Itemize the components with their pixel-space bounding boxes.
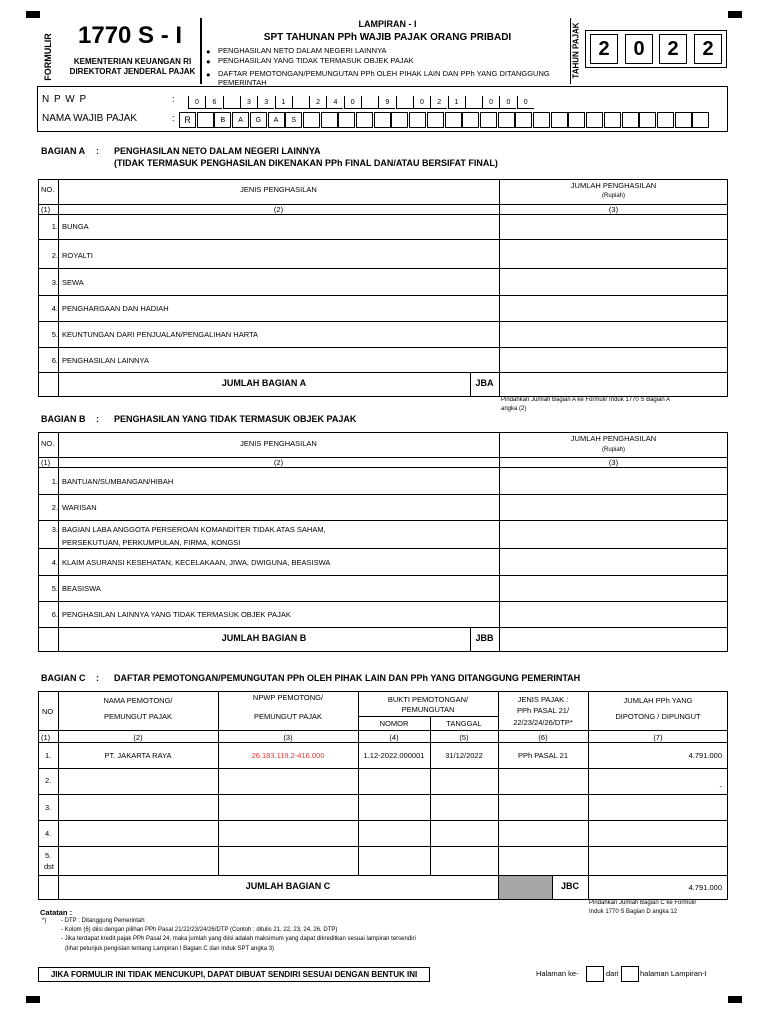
- nama-char-cell[interactable]: [586, 112, 603, 128]
- nama-char-cell[interactable]: [639, 112, 656, 128]
- row-label: BAGIAN LABA ANGGOTA PERSEROAN KOMANDITER TIDAK ATAS SAHAM,: [62, 525, 326, 534]
- header-bullet: [206, 69, 576, 87]
- table-row-line: [38, 268, 728, 269]
- header-bullet: [206, 56, 576, 69]
- table-row-line: [38, 794, 728, 795]
- bagian-a-subtitle: (TIDAK TERMASUK PENGHASILAN DIKENAKAN PPh FINAL DAN/ATAU BERSIFAT FINAL): [114, 158, 498, 168]
- col-index: (2): [273, 205, 284, 214]
- registration-mark-top-right: [728, 11, 742, 18]
- halaman-lampiran-label: halaman Lampiran-I: [640, 969, 707, 978]
- nama-char-cell[interactable]: [409, 112, 426, 128]
- table-col-line: [588, 691, 589, 900]
- row-number: 5.: [51, 330, 58, 339]
- total-label: JUMLAH BAGIAN A: [221, 378, 307, 388]
- nama-char-cell[interactable]: [303, 112, 320, 128]
- col-header-jenis: 22/23/24/26/DTP*: [513, 718, 573, 727]
- row-number: 3.: [45, 803, 52, 812]
- row-label: KLAIM ASURANSI KESEHATAN, KECELAKAAN, JIWA, DWIGUNA, BEASISWA: [62, 558, 331, 567]
- lampiran-label: LAMPIRAN - I: [358, 19, 417, 29]
- ministry-name: KEMENTERIAN KEUANGAN RI: [73, 57, 192, 66]
- catatan-line: - Kolom (6) diisi dengan pilihan PPh Pasal 21/22/23/24/26/DTP (Contoh : ditulis 21, 22, 23, 24, 26, DTP): [61, 927, 338, 933]
- npwp-digit-cell[interactable]: [396, 96, 413, 109]
- col-header-jenis: JENIS PENGHASILAN: [240, 185, 317, 194]
- row-number: 2.: [51, 503, 58, 512]
- col-index: (3): [608, 205, 619, 214]
- bagian-c-title: DAFTAR PEMOTONGAN/PEMUNGUTAN PPh OLEH PIHAK LAIN DAN PPh YANG DITANGGUNG PEMERINTAH: [114, 673, 581, 683]
- npwp-digit-cell[interactable]: 4: [326, 96, 343, 109]
- row-number: 1.: [45, 751, 52, 760]
- col-index: (4): [389, 733, 399, 742]
- row-label-continued: PERSEKUTUAN, PERKUMPULAN, FIRMA, KONGSI: [62, 538, 241, 547]
- bagian-a-heading: BAGIAN A: [41, 146, 86, 156]
- col-header-jumlah: JUMLAH PENGHASILAN: [570, 181, 657, 190]
- table-row-line: [38, 520, 728, 521]
- npwp-digit-cell[interactable]: 2: [430, 96, 447, 109]
- table-row-line: [38, 347, 728, 348]
- row-label: BUNGA: [62, 222, 89, 231]
- col-index: (7): [653, 733, 663, 742]
- col-header-jumlah: JUMLAH PENGHASILAN: [570, 434, 657, 443]
- row-label: ROYALTI: [62, 251, 93, 260]
- halaman-label: Halaman ke-: [536, 969, 579, 978]
- nama-char-cell[interactable]: [657, 112, 674, 128]
- table-row-line: [38, 548, 728, 549]
- row-number: 2.: [51, 251, 58, 260]
- npwp-digit-cell[interactable]: 1: [275, 96, 292, 109]
- registration-mark-top-left: [26, 11, 40, 18]
- tahun-pajak-label: TAHUN PAJAK: [571, 22, 581, 79]
- nama-char-cell[interactable]: [604, 112, 621, 128]
- npwp-digit-cell[interactable]: 0: [499, 96, 516, 109]
- row-label: PENGHASILAN LAINNYA YANG TIDAK TERMASUK OBJEK PAJAK: [62, 610, 291, 619]
- table-row-line: [38, 768, 728, 769]
- catatan-line: - Jika terdapat kredit pajak PPh Pasal 24, maka jumlah yang diisi adalah maksimum yang dapat dikreditkan sesuai lampiran tersendiri: [61, 936, 416, 942]
- row-number-suffix: dst: [44, 862, 55, 871]
- col-header-rupiah: (Rupiah): [601, 193, 625, 199]
- col-header-npwp: NPWP PEMOTONG/: [252, 693, 324, 702]
- nama-char-cell[interactable]: [551, 112, 568, 128]
- table-row-line: [38, 467, 728, 468]
- nama-char-cell[interactable]: [197, 112, 214, 128]
- pemotong-name: PT. JAKARTA RAYA: [104, 751, 172, 760]
- col-header-tanggal: TANGGAL: [446, 719, 482, 728]
- bullet-dot-icon: ●: [206, 47, 211, 56]
- npwp-label: N P W P: [42, 94, 88, 105]
- row-number: 2.: [45, 776, 52, 785]
- nama-char-cell[interactable]: [498, 112, 515, 128]
- catatan-line: (lihat petunjuk pengisian tentang Lampiran I Bagian C dan Induk SPT angka 3): [65, 946, 275, 952]
- nama-char-cell[interactable]: [445, 112, 462, 128]
- registration-mark-bottom-left: [26, 996, 40, 1003]
- bagian-c-note: Induk 1770 S Bagian D angka 12: [589, 909, 678, 915]
- directorate-name: DIREKTORAT JENDERAL PAJAK: [69, 67, 196, 76]
- row-label: PENGHARGAAN DAN HADIAH: [62, 304, 169, 313]
- total-code: JBC: [560, 881, 579, 891]
- nama-char-cell[interactable]: [374, 112, 391, 128]
- table-col-line: [58, 691, 59, 900]
- col-header-jenis: JENIS PAJAK :: [517, 695, 569, 704]
- npwp-digit-cell[interactable]: [223, 96, 240, 109]
- npwp-digit-cell[interactable]: 2: [309, 96, 326, 109]
- header-divider: [200, 18, 202, 84]
- col-header-npwp: PEMUNGUT PAJAK: [253, 712, 323, 721]
- nama-char-cell[interactable]: S: [285, 112, 302, 128]
- npwp-digit-cell[interactable]: 0: [482, 96, 499, 109]
- header-bullet-text: DAFTAR PEMOTONGAN/PEMUNGUTAN PPh OLEH PIHAK LAIN DAN PPh YANG DITANGGUNG PEMERINTAH: [218, 69, 550, 87]
- row-number: 4.: [51, 558, 58, 567]
- col-index: (2): [273, 458, 284, 467]
- bagian-b-heading: BAGIAN B: [41, 414, 86, 424]
- nama-char-cell[interactable]: B: [214, 112, 231, 128]
- row-number: 1.: [51, 477, 58, 486]
- npwp-digit-cell[interactable]: 6: [205, 96, 222, 109]
- shaded-cell: [499, 876, 552, 899]
- npwp-digit-cell[interactable]: 3: [257, 96, 274, 109]
- nama-char-cell[interactable]: A: [268, 112, 285, 128]
- row-label: PENGHASILAN LAINNYA: [62, 356, 149, 365]
- header-bullet: [206, 46, 576, 56]
- col-header-no: NO.: [41, 185, 55, 194]
- bukti-nomor: 1.12-2022.000001: [363, 751, 425, 760]
- total-halaman-input[interactable]: [621, 966, 639, 982]
- table-row-line: [38, 875, 728, 876]
- table-row-line: [38, 321, 728, 322]
- col-header-bukti: BUKTI PEMOTONGAN/: [387, 695, 469, 704]
- year-digit[interactable]: 0: [625, 34, 653, 64]
- row-number: 6.: [51, 356, 58, 365]
- table-row-line: [38, 627, 728, 628]
- table-row-line: [38, 742, 728, 743]
- catatan-title: Catatan :: [40, 908, 73, 917]
- total-value: 4.791.000: [688, 883, 722, 892]
- total-label: JUMLAH BAGIAN C: [245, 881, 331, 891]
- nama-char-cell[interactable]: [692, 112, 709, 128]
- header-bullet-list: [206, 46, 576, 87]
- npwp-digit-cell[interactable]: 0: [517, 96, 534, 109]
- table-row-line: [38, 601, 728, 602]
- bagian-a-note: Pindahkan Jumlah Bagian A ke Formulir Induk 1770 S Bagian A: [501, 397, 671, 403]
- registration-mark-bottom-right: [728, 996, 742, 1003]
- table-row-line: [38, 820, 728, 821]
- col-header-no: NO: [42, 707, 54, 716]
- nama-char-cell[interactable]: [480, 112, 497, 128]
- col-header-bukti: PEMUNGUTAN: [401, 705, 455, 714]
- col-index: (1): [41, 733, 51, 742]
- nama-char-cell[interactable]: [568, 112, 585, 128]
- row-number: 6.: [51, 610, 58, 619]
- row-label: WARISAN: [62, 503, 97, 512]
- col-header-nama: NAMA PEMOTONG/: [103, 696, 173, 705]
- total-code: JBA: [475, 378, 494, 388]
- form-title: SPT TAHUNAN PPh WAJIB PAJAK ORANG PRIBADI: [263, 32, 512, 43]
- row-number: 5.: [45, 851, 52, 860]
- nama-char-cell[interactable]: [515, 112, 532, 128]
- col-index: (2): [133, 733, 143, 742]
- bagian-a-title: PENGHASILAN NETO DALAM NEGERI LAINNYA: [114, 146, 321, 156]
- nama-char-cell[interactable]: G: [250, 112, 267, 128]
- bagian-c-colon: :: [96, 673, 99, 683]
- year-digit[interactable]: 2: [694, 34, 722, 64]
- col-index: (5): [459, 733, 469, 742]
- npwp-digit-cell[interactable]: 0: [188, 96, 205, 109]
- row-label: KEUNTUNGAN DARI PENJUALAN/PENGALIHAN HARTA: [62, 330, 259, 339]
- row-label: BANTUAN/SUMBANGAN/HIBAH: [62, 477, 174, 486]
- table-row-line: [38, 214, 728, 215]
- jumlah-pph: 4.791.000: [688, 751, 722, 760]
- bullet-dot-icon: ●: [206, 70, 211, 79]
- npwp-digit-cell[interactable]: 1: [448, 96, 465, 109]
- nama-char-cell[interactable]: [622, 112, 639, 128]
- col-index: (3): [283, 733, 293, 742]
- bagian-a-note: angka (2): [501, 406, 527, 412]
- catatan-line: - DTP : Ditanggung Pemerintah: [61, 918, 145, 924]
- nama-char-cell[interactable]: [391, 112, 408, 128]
- nama-char-cell[interactable]: R: [179, 112, 196, 128]
- bagian-b-title: PENGHASILAN YANG TIDAK TERMASUK OBJEK PAJAK: [114, 414, 357, 424]
- nama-char-cell[interactable]: [338, 112, 355, 128]
- npwp-colon: :: [172, 94, 175, 104]
- form-code: 1770 S - I: [78, 22, 183, 49]
- bagian-c-note: Pindahkan Jumlah Bagian C ke Formulir: [589, 900, 697, 906]
- total-label: JUMLAH BAGIAN B: [221, 633, 307, 643]
- col-header-nama: PEMUNGUT PAJAK: [103, 712, 173, 721]
- row-number: 3.: [51, 278, 58, 287]
- year-digit[interactable]: 2: [659, 34, 687, 64]
- formulir-label: FORMULIR: [43, 33, 53, 81]
- bukti-tanggal: 31/12/2022: [445, 751, 483, 760]
- table-row-line: [38, 239, 728, 240]
- bullet-dot-icon: ●: [206, 57, 211, 66]
- npwp-digit-cell[interactable]: [292, 96, 309, 109]
- nama-char-cell[interactable]: A: [232, 112, 249, 128]
- jumlah-pph: -: [719, 782, 722, 791]
- form-notice-text: JIKA FORMULIR INI TIDAK MENCUKUPI, DAPAT DIBUAT SENDIRI SESUAI DENGAN BENTUK INI: [50, 970, 418, 979]
- col-index: (1): [41, 458, 51, 467]
- row-label: BEASISWA: [62, 584, 101, 593]
- nama-char-cell[interactable]: [427, 112, 444, 128]
- col-header-jenis: PPh PASAL 21/: [516, 706, 570, 715]
- nama-char-cell[interactable]: [533, 112, 550, 128]
- form-notice: [38, 967, 430, 982]
- table-row-line: [38, 846, 728, 847]
- total-code: JBB: [475, 633, 494, 643]
- table-row-line: [38, 730, 728, 731]
- row-number: 4.: [51, 304, 58, 313]
- nama-char-cell[interactable]: [356, 112, 373, 128]
- bagian-b-colon: :: [96, 414, 99, 424]
- row-number: 4.: [45, 829, 52, 838]
- npwp-digit-cell[interactable]: 0: [413, 96, 430, 109]
- nama-char-cell[interactable]: [462, 112, 479, 128]
- header-bullet-text: PENGHASILAN NETO DALAM NEGERI LAINNYA: [218, 46, 387, 55]
- bagian-a-colon: :: [96, 146, 99, 156]
- col-index: (1): [41, 205, 51, 214]
- halaman-number-input[interactable]: [586, 966, 604, 982]
- row-number: 5.: [51, 584, 58, 593]
- npwp-digit-cell[interactable]: 3: [240, 96, 257, 109]
- nama-wajib-pajak-label: NAMA WAJIB PAJAK: [42, 113, 138, 124]
- nama-char-cell[interactable]: [675, 112, 692, 128]
- table-row-line: [38, 575, 728, 576]
- npwp-digit-cell[interactable]: [361, 96, 378, 109]
- npwp-digit-cell[interactable]: 9: [378, 96, 395, 109]
- nama-char-cell[interactable]: [321, 112, 338, 128]
- row-number: 1.: [51, 222, 58, 231]
- npwp-digit-cell[interactable]: [465, 96, 482, 109]
- table-row-line: [38, 494, 728, 495]
- col-index: (3): [608, 458, 619, 467]
- col-header-no: NO.: [41, 439, 55, 448]
- table-row-line: [38, 295, 728, 296]
- dari-label: dari: [606, 969, 619, 978]
- bagian-c-heading: BAGIAN C: [41, 673, 86, 683]
- pemotong-npwp: 26.183.119.2-416.000: [251, 751, 325, 760]
- header-bullet-text: PENGHASILAN YANG TIDAK TERMASUK OBJEK PAJAK: [218, 56, 414, 65]
- col-header-nomor: NOMOR: [379, 719, 409, 728]
- col-header-jumlah: JUMLAH PPh YANG: [623, 696, 693, 705]
- col-header-jenis: JENIS PENGHASILAN: [240, 439, 317, 448]
- table-row-line: [358, 716, 498, 717]
- nama-colon: :: [172, 113, 175, 123]
- col-index: (6): [538, 733, 548, 742]
- table-row-line: [38, 372, 728, 373]
- col-header-jumlah: DIPOTONG / DIPUNGUT: [615, 712, 701, 721]
- jenis-pajak: PPh PASAL 21: [517, 751, 569, 760]
- row-number: 3.: [51, 525, 58, 534]
- npwp-digit-cell[interactable]: 0: [344, 96, 361, 109]
- row-label: SEWA: [62, 278, 84, 287]
- col-header-rupiah: (Rupiah): [601, 447, 625, 453]
- year-digit[interactable]: 2: [590, 34, 618, 64]
- catatan-star: *): [42, 918, 47, 924]
